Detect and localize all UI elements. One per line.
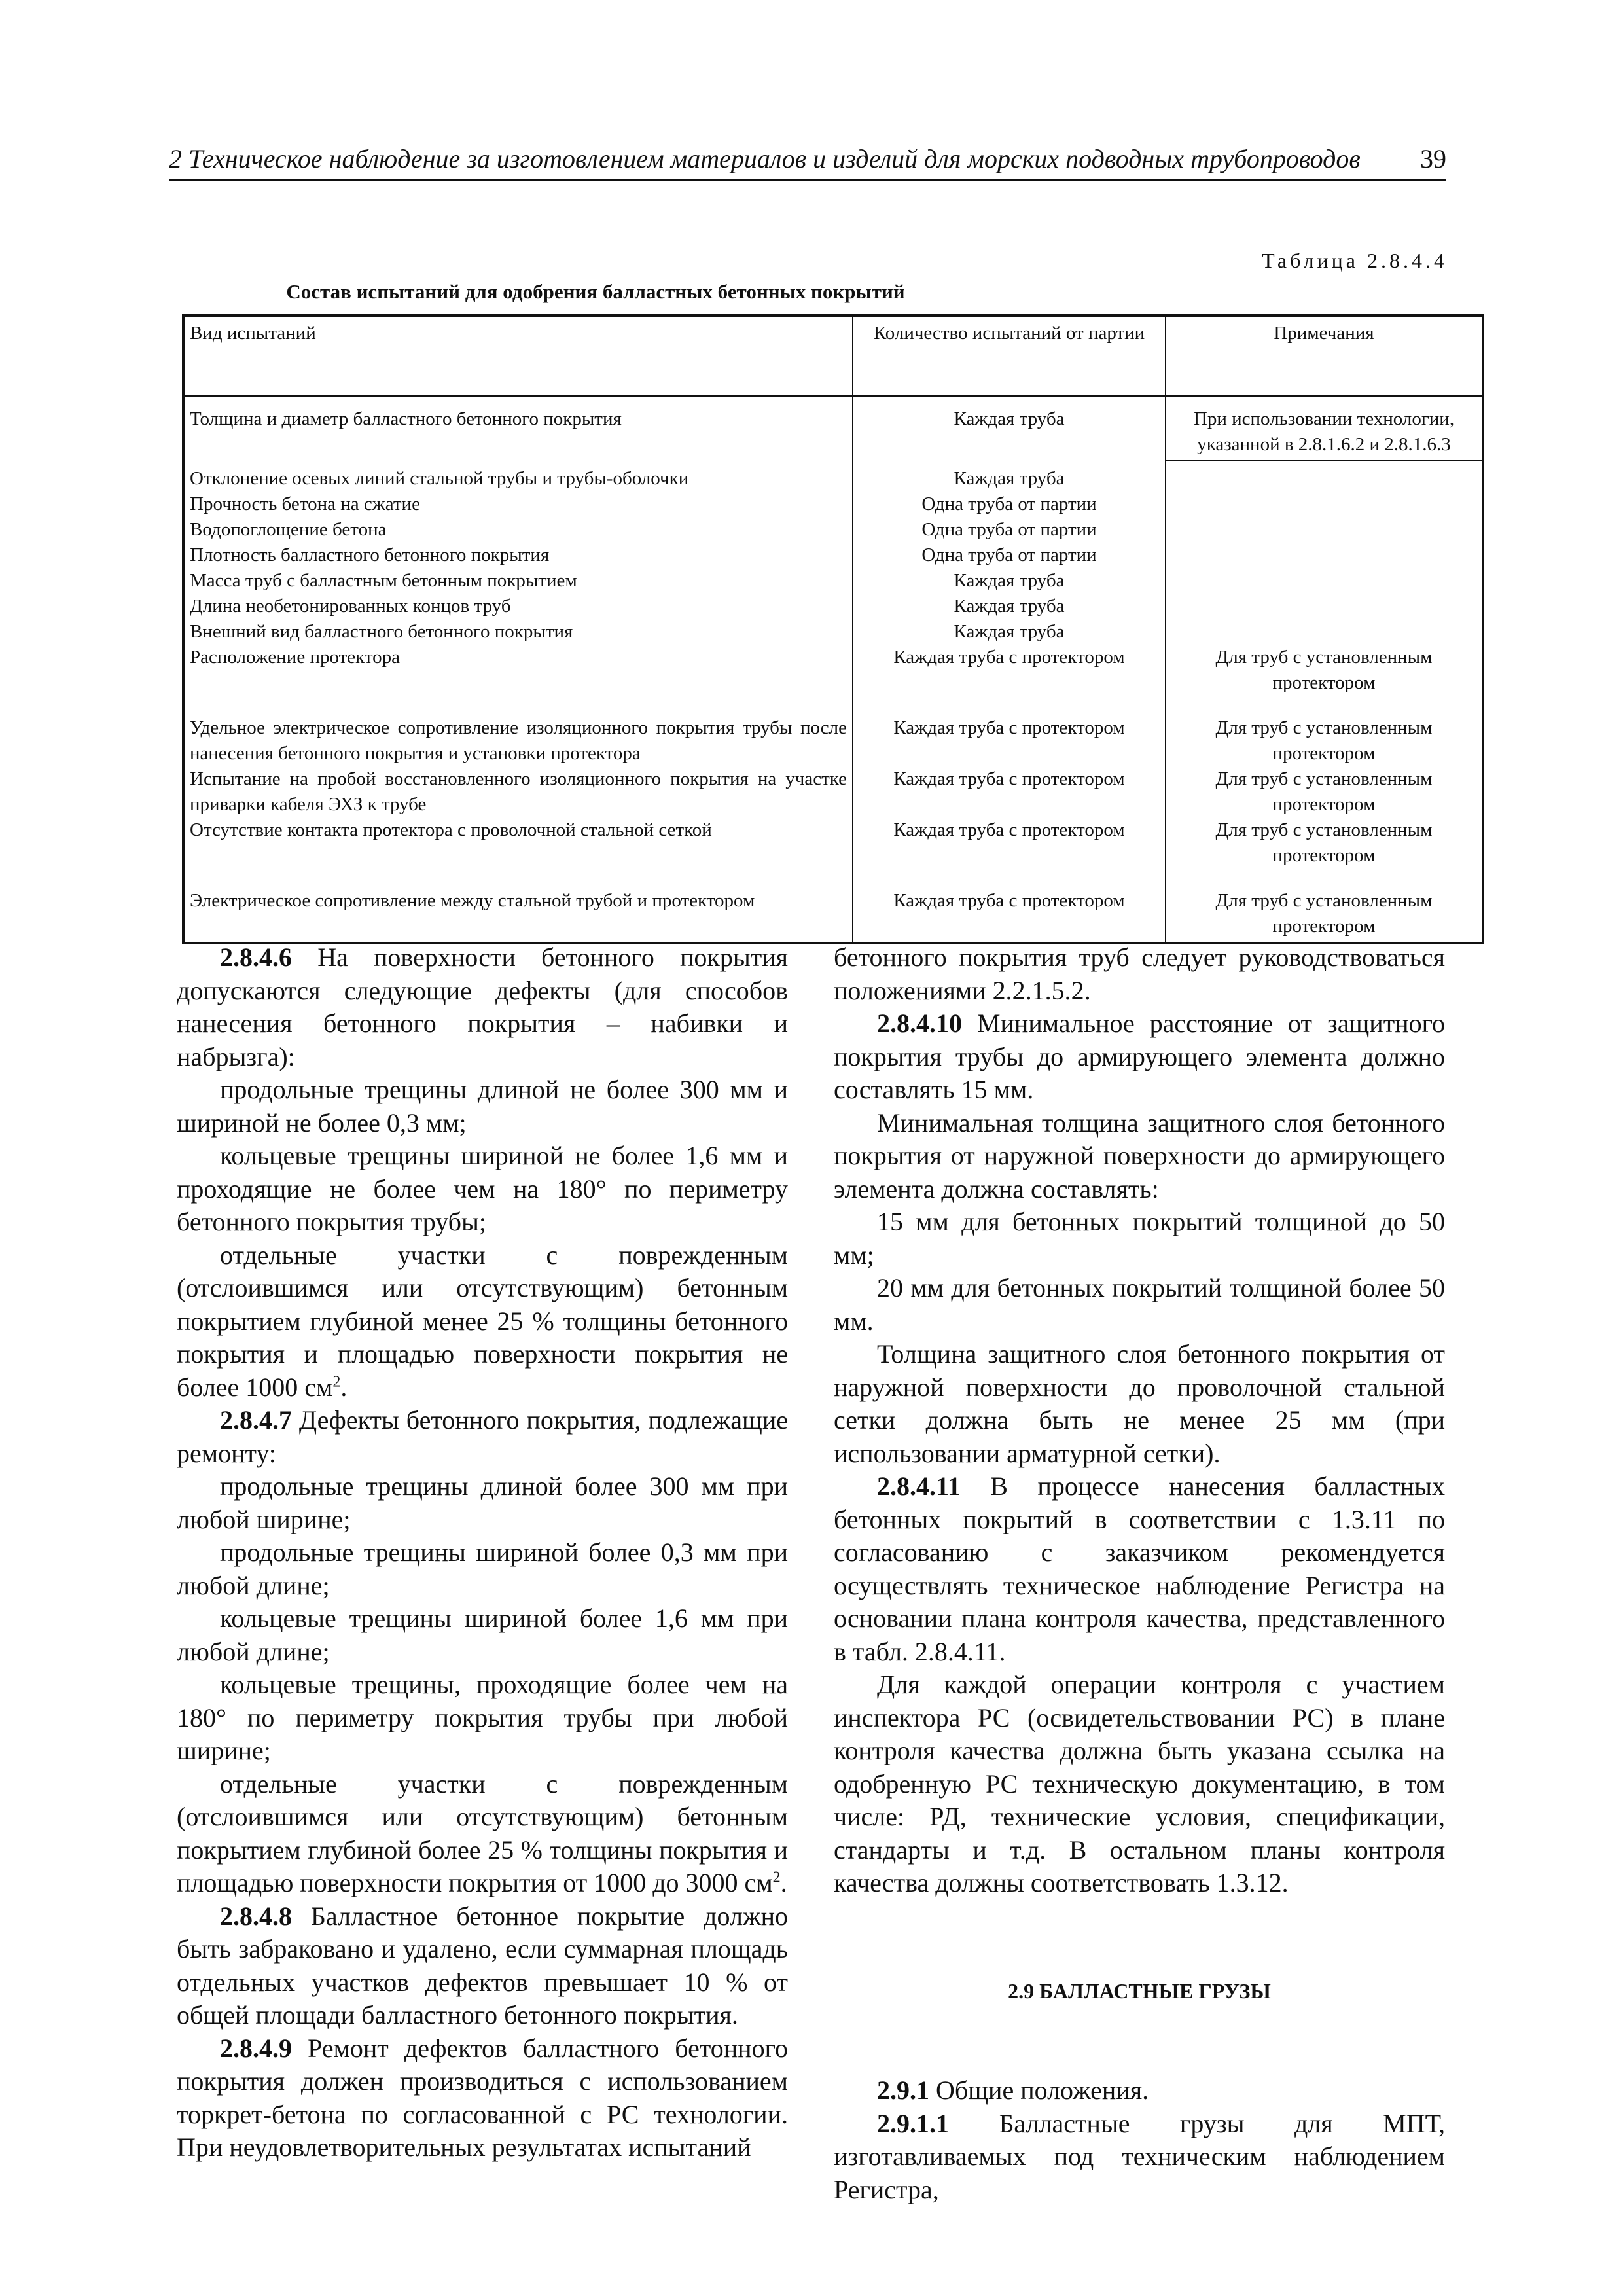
paragraph-text: 20 мм для бетонных покрытий толщиной более 50 мм. <box>834 1273 1445 1336</box>
paragraph-text: отдельные участки с поврежденным (отслоившимся или отсутствующим) бетонным покрытием глубиной более 25 % толщины покрытия и площадью поверхности покрытия от 1000 до 3000 см <box>177 1768 788 1897</box>
clause-number: 2.8.4.7 <box>220 1405 292 1435</box>
quantity-cell: Каждая труба <box>853 461 1166 492</box>
paragraph-text: Толщина защитного слоя бетонного покрытия от наружной поверхности до проволочной стальной сетки должна быть не менее 25 мм (при использовании арматурной сетки). <box>834 1339 1445 1468</box>
paragraph-text: кольцевые трещины шириной более 1,6 мм при любой длине; <box>177 1604 788 1666</box>
right-column-paragraphs <box>834 941 1445 1900</box>
table-row <box>183 543 1483 568</box>
paragraph <box>177 1404 788 1470</box>
superscript: 2 <box>772 1869 781 1886</box>
table-row <box>183 619 1483 645</box>
paragraph-text: продольные трещины длиной более 300 мм при любой ширине; <box>177 1471 788 1534</box>
quantity-cell: Одна труба от партии <box>853 543 1166 568</box>
paragraph-text: 15 мм для бетонных покрытий толщиной до 50 мм; <box>834 1207 1445 1270</box>
page-number: 39 <box>1420 144 1446 173</box>
test-cell: Плотность балластного бетонного покрытия <box>183 543 853 568</box>
note-cell: При использовании технологии, указанной в 2.8.1.6.2 и 2.8.1.6.3 <box>1166 397 1483 461</box>
test-cell: Толщина и диаметр балластного бетонного покрытия <box>183 397 853 461</box>
quantity-cell: Каждая труба с протектором <box>853 869 1166 943</box>
paragraph <box>834 1338 1445 1470</box>
test-cell: Внешний вид балластного бетонного покрытия <box>183 619 853 645</box>
test-cell: Отсутствие контакта протектора с проволочной стальной сеткой <box>183 817 853 869</box>
paragraph-text: продольные трещины шириной более 0,3 мм при любой длине; <box>177 1537 788 1600</box>
clause-text: Общие положения. <box>929 2075 1149 2105</box>
note-cell: Для труб с установленным протектором <box>1166 817 1483 869</box>
table-row <box>183 696 1483 766</box>
note-cell: Для труб с установленным протектором <box>1166 766 1483 817</box>
paragraph <box>177 1139 788 1239</box>
paragraph-text: кольцевые трещины шириной не более 1,6 мм и проходящие не более чем на 180° по периметру бетонного покрытия трубы; <box>177 1141 788 1236</box>
clause-number: 2.8.4.9 <box>220 2033 292 2063</box>
paragraph <box>177 1900 788 2032</box>
note-cell <box>1166 619 1483 645</box>
table-row <box>183 461 1483 492</box>
paragraph <box>177 1602 788 1668</box>
clause-text: Балластные грузы для МПТ, изготавливаемых под техническим наблюдением Регистра, <box>834 2108 1445 2204</box>
clause-number: 2.8.4.6 <box>220 942 292 972</box>
superscript: 2 <box>332 1373 341 1391</box>
table-row <box>183 869 1483 943</box>
clause-number: 2.8.4.8 <box>220 1901 292 1931</box>
test-cell: Испытание на пробой восстановленного изоляционного покрытия на участке приварки кабеля ЭХЗ к трубе <box>183 766 853 817</box>
paragraph <box>177 1536 788 1602</box>
paragraph-text: Балластное бетонное покрытие должно быть забраковано и удалено, если суммарная площадь отдельных участков дефектов превышает 10 % от общей площади балластного бетонного покрытия. <box>177 1901 788 2030</box>
paragraph <box>834 1470 1445 1668</box>
paragraph <box>834 2108 1445 2207</box>
note-cell <box>1166 492 1483 517</box>
paragraph <box>834 1668 1445 1900</box>
table-row <box>183 568 1483 594</box>
table-body <box>183 397 1483 944</box>
paragraph <box>834 1272 1445 1338</box>
quantity-cell: Каждая труба <box>853 397 1166 461</box>
clause-number: 2.9.1 <box>877 2075 929 2105</box>
paragraph <box>177 1239 788 1405</box>
table-row <box>183 397 1483 461</box>
table-row <box>183 645 1483 696</box>
paragraph-punctuation: . <box>780 1868 787 1897</box>
paragraph <box>834 2074 1445 2108</box>
left-text-column <box>177 941 788 2164</box>
paragraph-punctuation: . <box>340 1372 348 1402</box>
paragraph <box>834 1206 1445 1272</box>
quantity-cell: Каждая труба с протектором <box>853 696 1166 766</box>
paragraph-text: Минимальная толщина защитного слоя бетонного покрытия от наружной поверхности до армирующего элемента должна составлять: <box>834 1107 1445 1204</box>
paragraph <box>177 1768 788 1900</box>
note-cell <box>1166 517 1483 543</box>
clause-number: 2.9.1.1 <box>877 2108 949 2138</box>
paragraph-text: Для каждой операции контроля с участием инспектора РС (освидетельствовании РС) в плане контроля качества должна быть указана ссылка на одобренную РС техническую документацию, в том числе: РД, технические условия, спецификации, стандарты и т.д. В остальном планы контроля качества должны соответствовать 1.3.12. <box>834 1670 1445 1897</box>
paragraph-text: Ремонт дефектов балластного бетонного покрытия должен производиться с использованием торкрет-бетона по согласованной с РС технологии. При неудовлетворительных результатах испытаний <box>177 2033 788 2162</box>
test-cell: Водопоглощение бетона <box>183 517 853 543</box>
note-cell <box>1166 594 1483 619</box>
column-header-notes: Примечания <box>1166 315 1483 397</box>
paragraph-text: кольцевые трещины, проходящие более чем на 180° по периметру покрытия трубы при любой ширине; <box>177 1670 788 1765</box>
table-row <box>183 594 1483 619</box>
test-cell: Прочность бетона на сжатие <box>183 492 853 517</box>
clause-number: 2.8.4.11 <box>877 1471 961 1501</box>
test-cell: Длина необетонированных концов труб <box>183 594 853 619</box>
table-caption: Состав испытаний для одобрения балластных бетонных покрытий <box>286 280 905 303</box>
quantity-cell: Каждая труба с протектором <box>853 817 1166 869</box>
quantity-cell: Одна труба от партии <box>853 517 1166 543</box>
quantity-cell: Каждая труба <box>853 619 1166 645</box>
note-cell <box>1166 461 1483 492</box>
paragraph-text: бетонного покрытия труб следует руководствоваться положениями 2.2.1.5.2. <box>834 942 1445 1005</box>
paragraph <box>834 1107 1445 1206</box>
quantity-cell: Каждая труба с протектором <box>853 766 1166 817</box>
paragraph <box>177 941 788 1073</box>
table-row <box>183 492 1483 517</box>
tests-table <box>182 314 1484 944</box>
section-title: 2.9 БАЛЛАСТНЫЕ ГРУЗЫ <box>1008 1979 1271 2003</box>
paragraph-text: отдельные участки с поврежденным (отслоившимся или отсутствующим) бетонным покрытием глубиной менее 25 % толщины бетонного покрытия и площадью поверхности покрытия не более 1000 см <box>177 1240 788 1402</box>
paragraph-text: Минимальное расстояние от защитного покрытия трубы до армирующего элемента должно составлять 15 мм. <box>834 1009 1445 1104</box>
clause-number: 2.8.4.10 <box>877 1009 962 1038</box>
column-header-quantity <box>853 315 1166 397</box>
paragraph <box>177 2032 788 2164</box>
quantity-cell: Одна труба от партии <box>853 492 1166 517</box>
quantity-cell: Каждая труба с протектором <box>853 645 1166 696</box>
test-cell: Отклонение осевых линий стальной трубы и трубы-оболочки <box>183 461 853 492</box>
table-row <box>183 517 1483 543</box>
paragraph <box>834 1007 1445 1107</box>
note-cell <box>1166 543 1483 568</box>
right-text-column <box>834 941 1445 2206</box>
table-header-row <box>183 315 1483 397</box>
quantity-cell: Каждая труба <box>853 568 1166 594</box>
paragraph <box>177 1073 788 1139</box>
running-header-title: 2 Техническое наблюдение за изготовлением материалов и изделий для морских подводных трубопроводов <box>169 144 1361 173</box>
paragraph-text: продольные трещины длиной не более 300 мм и шириной не более 0,3 мм; <box>177 1075 788 1138</box>
paragraph-text: В процессе нанесения балластных бетонных покрытий в соответствии с 1.3.11 по согласованию с заказчиком рекомендуется осуществлять техническое наблюдение Регистра на основании плана контроля качества, представленного в табл. 2.8.4.11. <box>834 1471 1445 1666</box>
column-header-quantity-text: Количество испытаний от партии <box>873 323 1145 344</box>
test-cell: Масса труб с балластным бетонным покрытием <box>183 568 853 594</box>
note-cell <box>1166 568 1483 594</box>
table-row <box>183 766 1483 817</box>
quantity-cell: Каждая труба <box>853 594 1166 619</box>
running-header <box>169 140 1446 181</box>
test-cell: Электрическое сопротивление между стальной трубой и протектором <box>183 869 853 943</box>
paragraph <box>177 1470 788 1536</box>
note-cell: Для труб с установленным протектором <box>1166 645 1483 696</box>
paragraph <box>834 941 1445 1007</box>
paragraph-text: Дефекты бетонного покрытия, подлежащие ремонту: <box>177 1405 788 1468</box>
table-row <box>183 817 1483 869</box>
table-number: Таблица 2.8.4.4 <box>1262 249 1448 272</box>
note-cell: Для труб с установленным протектором <box>1166 696 1483 766</box>
paragraph-text: На поверхности бетонного покрытия допускаются следующие дефекты (для способов нанесения бетонного покрытия – набивки и набрызга): <box>177 942 788 1071</box>
column-header-test-type: Вид испытаний <box>183 315 853 397</box>
test-cell: Расположение протектора <box>183 645 853 696</box>
note-cell: Для труб с установленным протектором <box>1166 869 1483 943</box>
paragraph <box>177 1668 788 1768</box>
test-cell: Удельное электрическое сопротивление изоляционного покрытия трубы после нанесения бетонного покрытия и установки протектора <box>183 696 853 766</box>
